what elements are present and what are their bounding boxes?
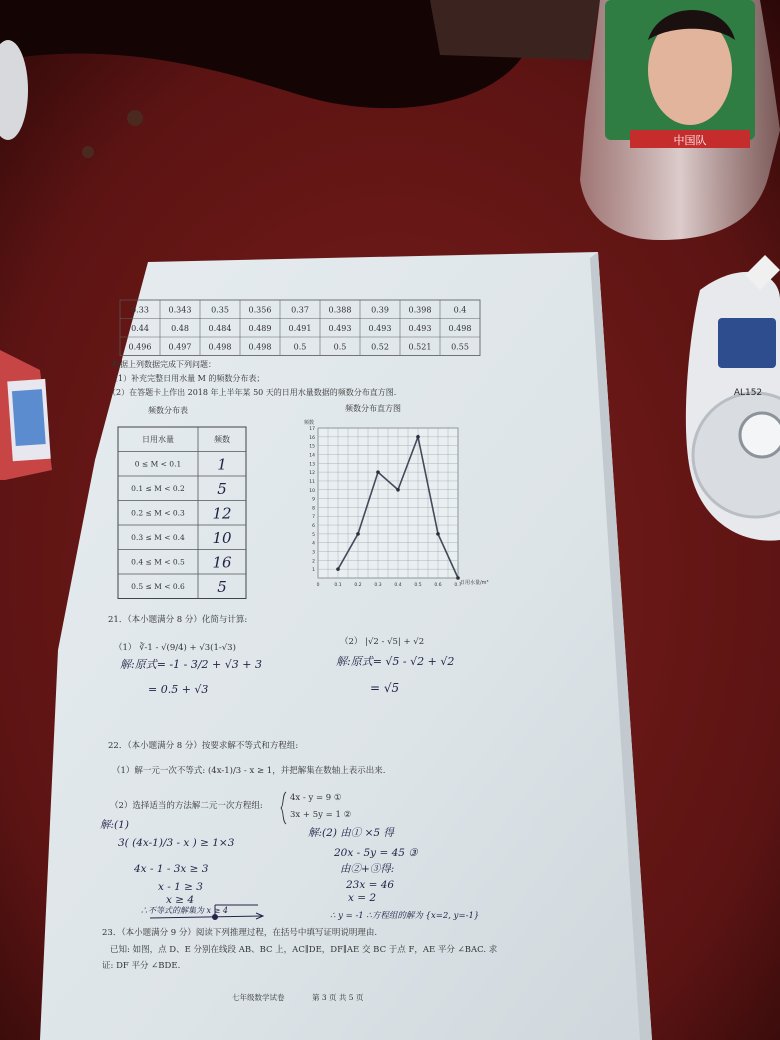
top-table-cell: 0.343: [168, 305, 192, 315]
freq-count-cell: 1: [217, 455, 227, 474]
top-table-cell: 0.498: [248, 342, 272, 352]
chart-x-label: 日用水量/m³: [460, 580, 489, 586]
top-table-cell: 0.52: [371, 342, 389, 352]
chart-y-tick: 7: [312, 515, 315, 521]
q21-part1: （1） ∛-1 - √(9/4) + √3(1-√3): [114, 643, 236, 653]
top-table-cell: 0.48: [171, 324, 189, 333]
q22-header: 22．（本小题满分 8 分）按要求解不等式和方程组:: [108, 741, 299, 751]
chart-x-tick: 0: [316, 583, 320, 588]
q23-line-2: 已知: 如图，点 D、E 分别在线段 AB、BC 上，AC∥DE，DF∥AE 交 BC 于点 F，AE 平分 ∠BAC. 求: [110, 945, 498, 955]
chart-data-point: [456, 576, 460, 580]
q22-left-line: x ≥ 4: [166, 894, 195, 906]
q22-left-line: 3( (4x-1)/3 - x ) ≥ 1×3: [118, 837, 235, 849]
chart-x-tick: 0.6: [434, 583, 442, 588]
top-data-table: [120, 300, 480, 356]
top-table-cell: 0.398: [408, 305, 432, 315]
top-table-cell: 0.521: [408, 342, 432, 352]
q21-part2: （2） |√2 - √5| + √2: [340, 637, 425, 647]
q21-header: 21．（本小题满分 8 分）化简与计算:: [108, 615, 248, 625]
q22-right-line: 20x - 5y = 45 ③: [334, 847, 418, 859]
freq-count-cell: 16: [212, 553, 232, 572]
correction-tape: [686, 255, 780, 541]
q22-right-line: x = 2: [348, 892, 377, 904]
chart-y-tick: 10: [309, 488, 315, 494]
q21-part1-answer-2: = 0.5 + √3: [148, 683, 209, 696]
chart-y-tick: 5: [312, 532, 315, 538]
top-table-cell: 0.44: [131, 324, 149, 333]
freq-count-cell: 5: [217, 480, 227, 498]
freq-col-header-count: 频数: [214, 435, 230, 444]
freq-count-cell: 12: [212, 504, 232, 523]
top-table-cell: 0.497: [168, 342, 192, 352]
chart-x-tick: 0.2: [354, 583, 362, 588]
q22-right-line: 由②+③得:: [340, 863, 395, 875]
chart-y-tick: 1: [312, 568, 315, 574]
top-table-cell: 0.498: [448, 324, 472, 333]
top-table-cell: 0.496: [128, 342, 152, 352]
q22-right-line: 解:(2) 由① ×5 得: [308, 827, 394, 839]
chart-y-tick: 6: [312, 524, 315, 530]
q23-header: 23．（本小题满分 9 分）阅读下列推理过程，在括号中填写证明说明理由.: [102, 928, 378, 938]
q22-right-line: 23x = 46: [346, 879, 395, 891]
chart-data-point: [436, 532, 440, 536]
freq-table-caption: 频数分布表: [148, 406, 188, 415]
q21-part1-answer-1: 解:原式= -1 - 3/2 + √3 + 3: [120, 658, 262, 671]
footer-subject: 七年级数学试卷: [232, 993, 285, 1002]
chart-y-tick: 11: [309, 479, 315, 485]
chart-y-tick: 15: [309, 444, 315, 450]
q21-part2-answer-2: = √5: [370, 681, 400, 695]
top-table-cell: 0.37: [291, 305, 309, 315]
freq-count-cell: 5: [217, 578, 227, 596]
chart-y-tick: 8: [312, 506, 315, 512]
top-table-cell: 0.493: [408, 324, 432, 333]
q22-left-line: 解:(1): [100, 819, 129, 831]
chart-y-tick: 9: [312, 497, 315, 503]
chart-y-label: 频数: [304, 420, 315, 426]
freq-range-cell: 0.3 ≤ M < 0.4: [131, 533, 185, 542]
bag-strap: [430, 0, 600, 60]
top-table-cell: 0.493: [328, 324, 352, 333]
freq-range-cell: 0.1 ≤ M < 0.2: [131, 484, 185, 493]
chart-y-tick: 2: [312, 559, 315, 565]
footer-page: 第 3 页 共 5 页: [312, 993, 364, 1002]
intro-line-2: （1）补充完整日用水量 M 的频数分布表；: [110, 374, 265, 383]
chart-data-point: [416, 435, 420, 439]
q22-system-eq1: 4x - y = 9 ①: [290, 793, 342, 803]
top-table-cell: 0.493: [368, 324, 392, 333]
chart-x-tick: 0.5: [414, 583, 422, 588]
freq-range-cell: 0.2 ≤ M < 0.3: [131, 508, 185, 518]
crumb: [82, 146, 94, 158]
chart-x-tick: 0.3: [374, 583, 382, 588]
top-table-cell: 0.388: [328, 305, 352, 315]
intro-line-3: （2）在答题卡上作出 2018 年上半年某 50 天的日用水量数据的频数分布直方图.: [108, 388, 397, 397]
chart-y-tick: 12: [309, 471, 315, 477]
top-table-cell: 0.484: [208, 324, 232, 333]
top-table-cell: 0.498: [208, 342, 232, 352]
freq-count-cell: 10: [212, 529, 232, 547]
freq-range-cell: 0.4 ≤ M < 0.5: [131, 557, 185, 567]
intro-line-1: 根据上列数据完成下列问题：: [112, 360, 216, 369]
bottle-label-text: 中国队: [673, 134, 707, 147]
chart-title: 频数分布直方图: [345, 404, 401, 413]
freq-col-header-volume: 日用水量: [142, 435, 174, 444]
q22-left-line: 4x - 1 - 3x ≥ 3: [134, 863, 209, 875]
chart-x-tick: 0.4: [394, 583, 402, 588]
q22-system-eq2: 3x + 5y = 1 ②: [290, 810, 352, 820]
chart-data-point: [396, 488, 400, 492]
chart-data-point: [356, 532, 360, 536]
water-bottle: [580, 0, 780, 240]
q22-left-line: ∴不等式的解集为 x ≥ 4: [140, 906, 228, 915]
q22-left-line: x - 1 ≥ 3: [158, 881, 203, 893]
top-table-cell: 0.4: [453, 305, 467, 315]
chart-x-tick: 0.1: [334, 583, 342, 588]
q21-part2-answer-1: 解:原式= √5 - √2 + √2: [336, 655, 455, 668]
top-table-cell: 0.5: [333, 342, 347, 352]
chart-y-tick: 17: [309, 427, 315, 432]
top-table-cell: 0.33: [131, 305, 149, 315]
chart-y-tick: 14: [309, 453, 315, 459]
chart-data-point: [376, 470, 380, 474]
top-table-cell: 0.35: [211, 305, 229, 315]
tape-label-text: AL152: [733, 388, 763, 398]
top-table-cell: 0.489: [248, 324, 272, 333]
crumb: [127, 110, 143, 126]
chart-y-tick: 16: [309, 435, 315, 441]
chart-x-tick: 0.7: [454, 583, 462, 588]
freq-range-cell: 0 ≤ M < 0.1: [134, 459, 182, 469]
q23-line-3: 证: DF 平分 ∠BDE.: [102, 961, 181, 971]
q22-right-line: ∴ y = -1 ∴方程组的解为 {x=2, y=-1}: [330, 911, 480, 921]
q22-part2: （2）选择适当的方法解二元一次方程组:: [110, 801, 263, 811]
top-table-cell: 0.39: [371, 305, 389, 315]
top-table-cell: 0.491: [288, 324, 312, 333]
chart-data-point: [336, 567, 340, 571]
chart-y-tick: 3: [312, 550, 315, 556]
freq-range-cell: 0.5 ≤ M < 0.6: [131, 582, 185, 591]
top-table-cell: 0.356: [248, 305, 272, 315]
top-table-cell: 0.55: [451, 342, 469, 352]
chart-y-tick: 13: [309, 462, 315, 468]
top-table-cell: 0.5: [293, 342, 307, 352]
chart-y-tick: 4: [312, 541, 315, 547]
q22-part1: （1）解一元一次不等式: (4x-1)/3 - x ≥ 1，并把解集在数轴上表示出来.: [112, 766, 386, 776]
